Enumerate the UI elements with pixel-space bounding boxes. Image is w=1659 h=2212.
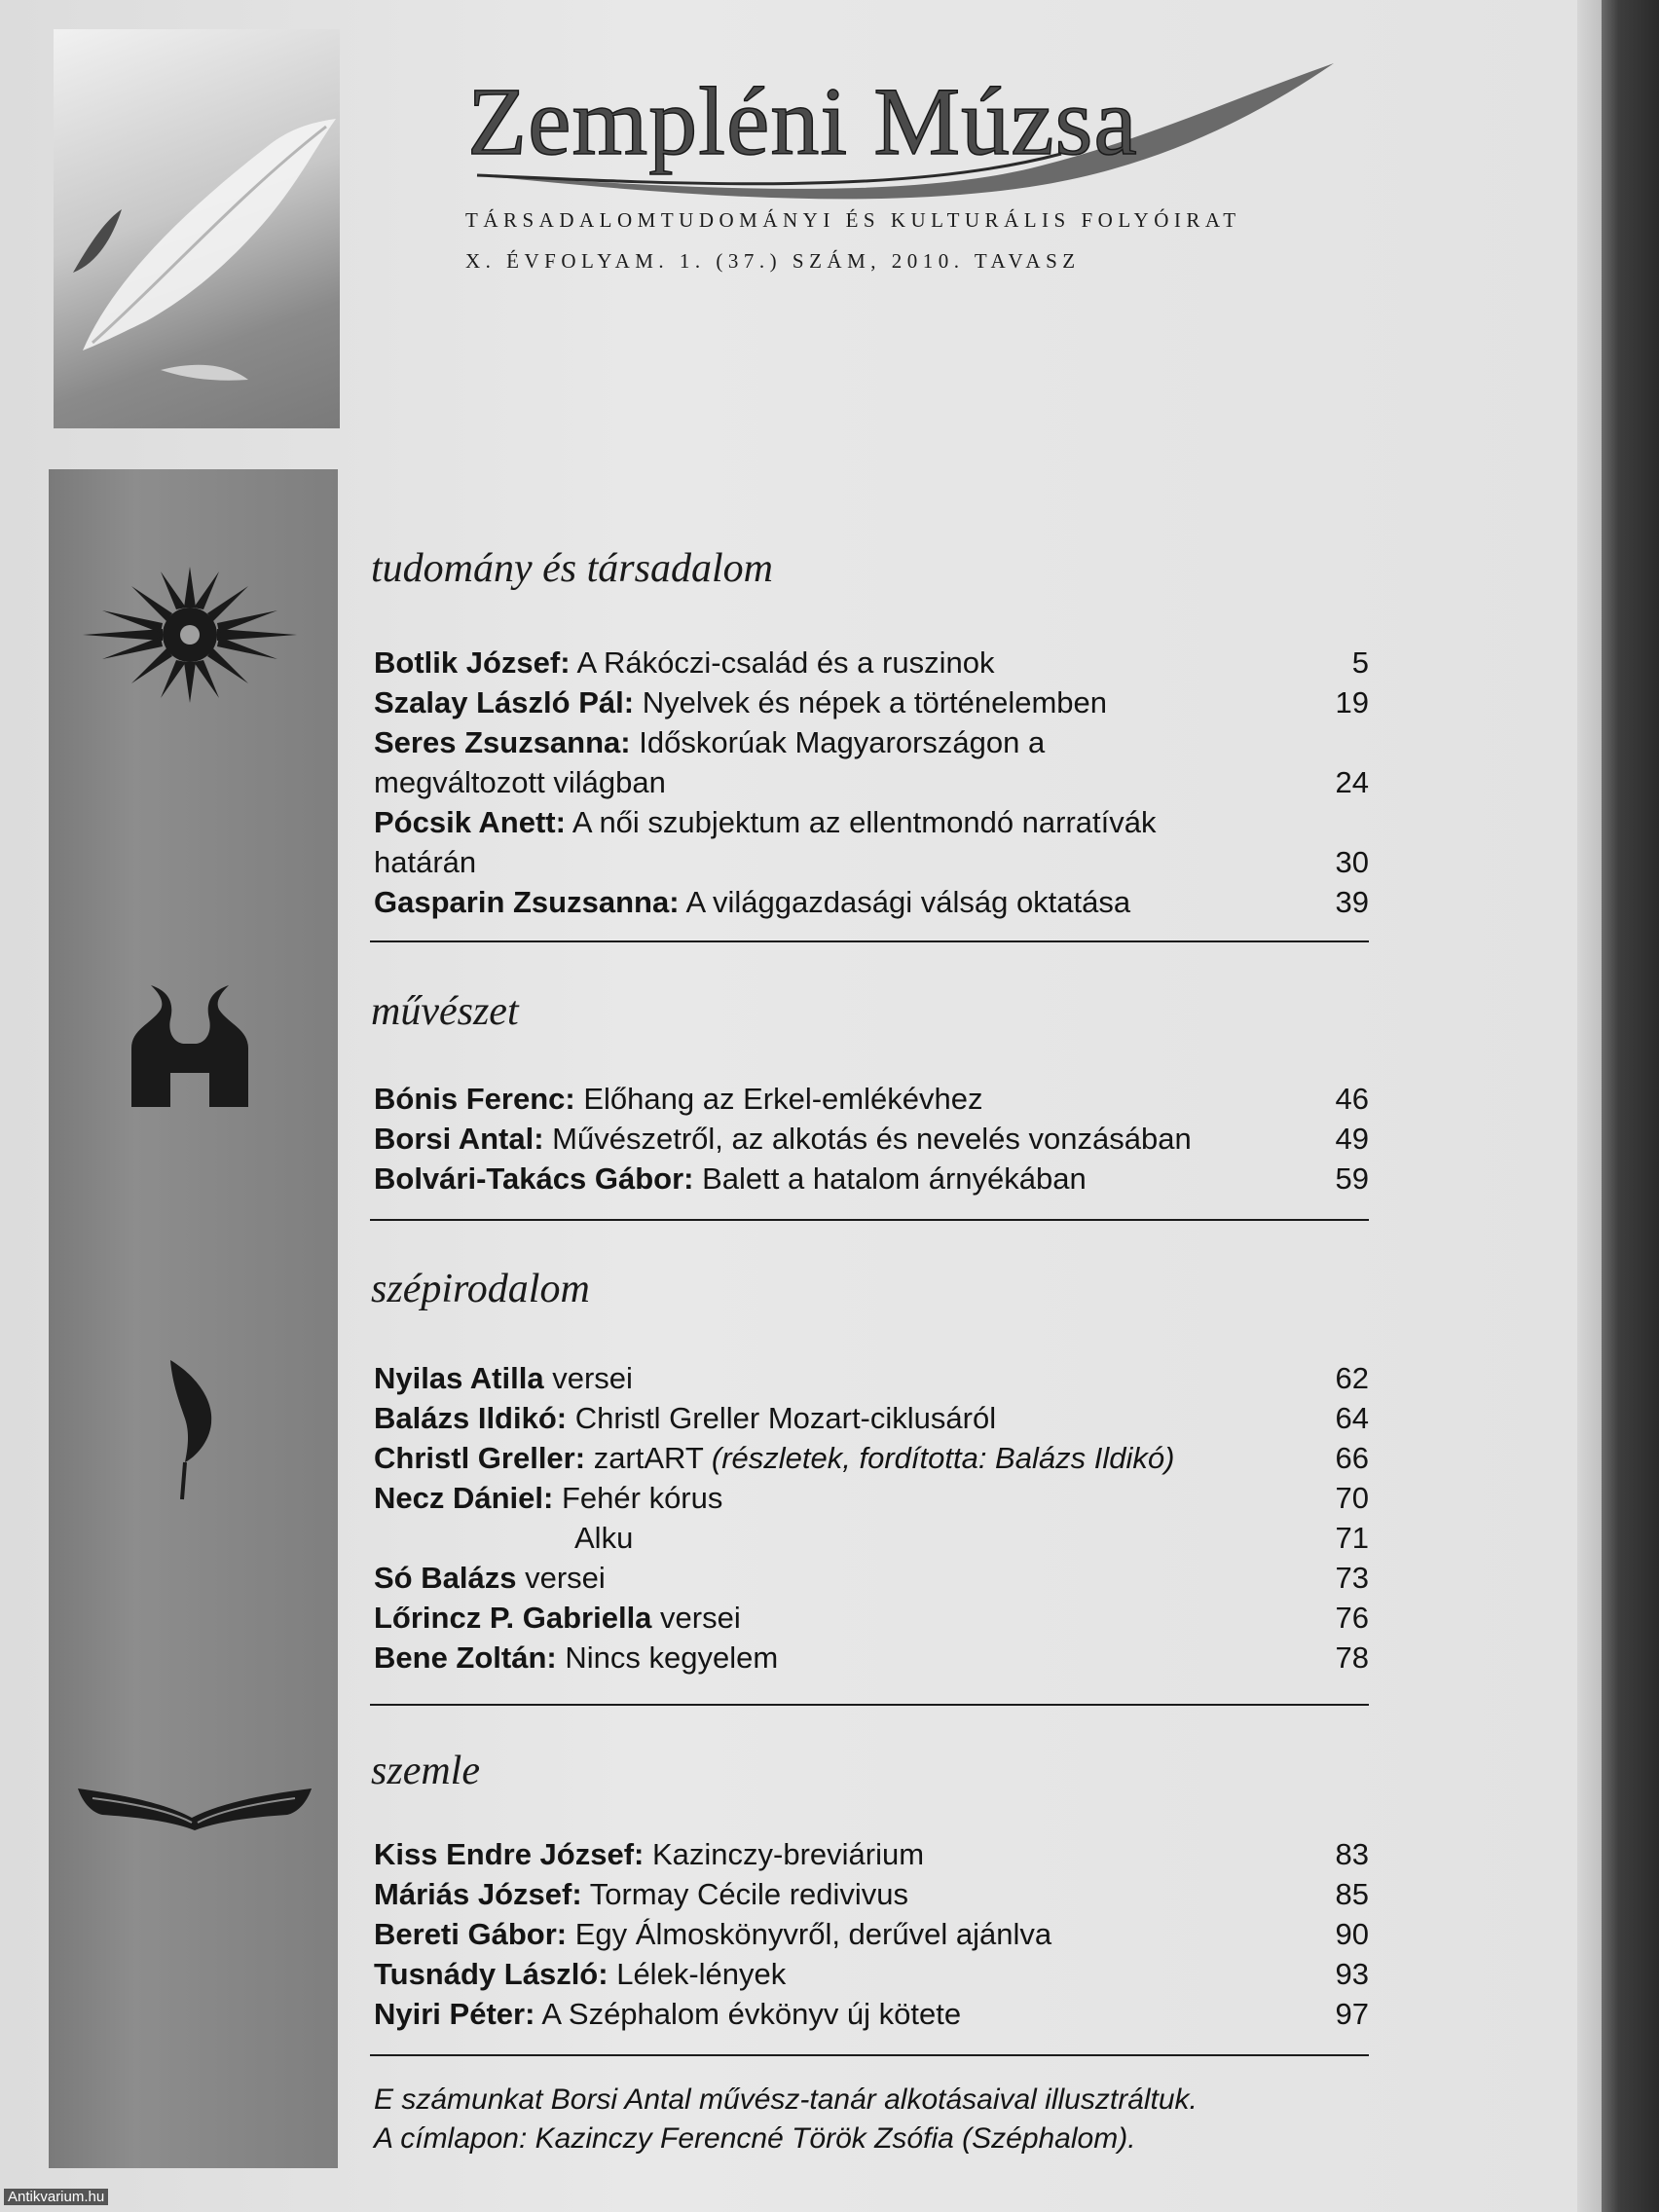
section-divider <box>370 1219 1369 1221</box>
quill-icon <box>161 1355 219 1501</box>
toc-entry: Pócsik Anett: A női szubjektum az ellentmondó narratívák <box>374 805 1157 839</box>
sun-icon <box>83 567 297 703</box>
section-divider <box>370 1704 1369 1706</box>
book-icon <box>73 1774 316 1832</box>
toc-entry: Máriás József: Tormay Cécile redivivus 85 <box>374 1877 1369 1911</box>
toc-entry: Só Balázs versei 73 <box>374 1561 1369 1595</box>
toc-entry: Botlik József: A Rákóczi-család és a ruszinok 5 <box>374 645 1369 680</box>
page-edge <box>1577 0 1604 2212</box>
section-divider <box>370 940 1369 942</box>
section-title: tudomány és társadalom <box>371 546 773 591</box>
toc-entry: Alku 71 <box>574 1521 1369 1555</box>
toc-entry: Bolvári-Takács Gábor: Balett a hatalom árnyékában 59 <box>374 1161 1369 1196</box>
toc-entry: Bónis Ferenc: Előhang az Erkel-emlékévhez 46 <box>374 1082 1369 1116</box>
toc-entry: Borsi Antal: Művészetről, az alkotás és nevelés vonzásában 49 <box>374 1122 1369 1156</box>
toc-entry: Szalay László Pál: Nyelvek és népek a történelemben 19 <box>374 685 1369 719</box>
watermark: Antikvarium.hu <box>4 2189 108 2205</box>
section-divider <box>370 2054 1369 2056</box>
toc-entry: Necz Dániel: Fehér kórus 70 <box>374 1481 1369 1515</box>
toc-entry: Nyiri Péter: A Széphalom évkönyv új kötete 97 <box>374 1997 1369 2031</box>
masthead-title: Zempléni Múzsa <box>467 67 1138 175</box>
toc-entry: Christl Greller: zartART (részletek, fordította: Balázs Ildikó) 66 <box>374 1441 1369 1475</box>
masthead-logo <box>458 39 1334 204</box>
building-icon <box>127 971 253 1107</box>
feather-illustration <box>54 29 340 428</box>
cover-credit: A címlapon: Kazinczy Ferencné Török Zsófia (Széphalom). <box>374 2122 1136 2155</box>
toc-entry: Gasparin Zsuzsanna: A világgazdasági válság oktatása 39 <box>374 885 1369 919</box>
toc-entry: Lőrincz P. Gabriella versei 76 <box>374 1601 1369 1635</box>
section-title: művészet <box>371 989 519 1034</box>
masthead-issue: X. ÉVFOLYAM. 1. (37.) SZÁM, 2010. TAVASZ <box>465 249 1081 273</box>
toc-entry: Kiss Endre József: Kazinczy-breviárium 83 <box>374 1837 1369 1871</box>
toc-entry: Tusnády László: Lélek-lények 93 <box>374 1957 1369 1991</box>
section-title: szemle <box>371 1749 480 1793</box>
toc-entry: Bereti Gábor: Egy Álmoskönyvről, derűvel ajánlva 90 <box>374 1917 1369 1951</box>
toc-entry: Seres Zsuzsanna: Időskorúak Magyarországon a <box>374 725 1046 759</box>
decorative-sidebar <box>49 469 338 2168</box>
feather-icon <box>54 29 340 428</box>
toc-entry-continued: megváltozott világban 24 <box>374 765 1369 799</box>
toc-entry: Bene Zoltán: Nincs kegyelem 78 <box>374 1641 1369 1675</box>
section-title: szépirodalom <box>371 1267 590 1311</box>
background-edge <box>1602 0 1659 2212</box>
masthead-subtitle: TÁRSADALOMTUDOMÁNYI ÉS KULTURÁLIS FOLYÓIRAT <box>465 208 1241 232</box>
toc-entry-continued: határán 30 <box>374 845 1369 879</box>
toc-entry: Nyilas Atilla versei 62 <box>374 1361 1369 1395</box>
illustration-credit: E számunkat Borsi Antal művész-tanár alkotásaival illusztráltuk. <box>374 2083 1198 2116</box>
toc-entry: Balázs Ildikó: Christl Greller Mozart-ciklusáról 64 <box>374 1401 1369 1435</box>
